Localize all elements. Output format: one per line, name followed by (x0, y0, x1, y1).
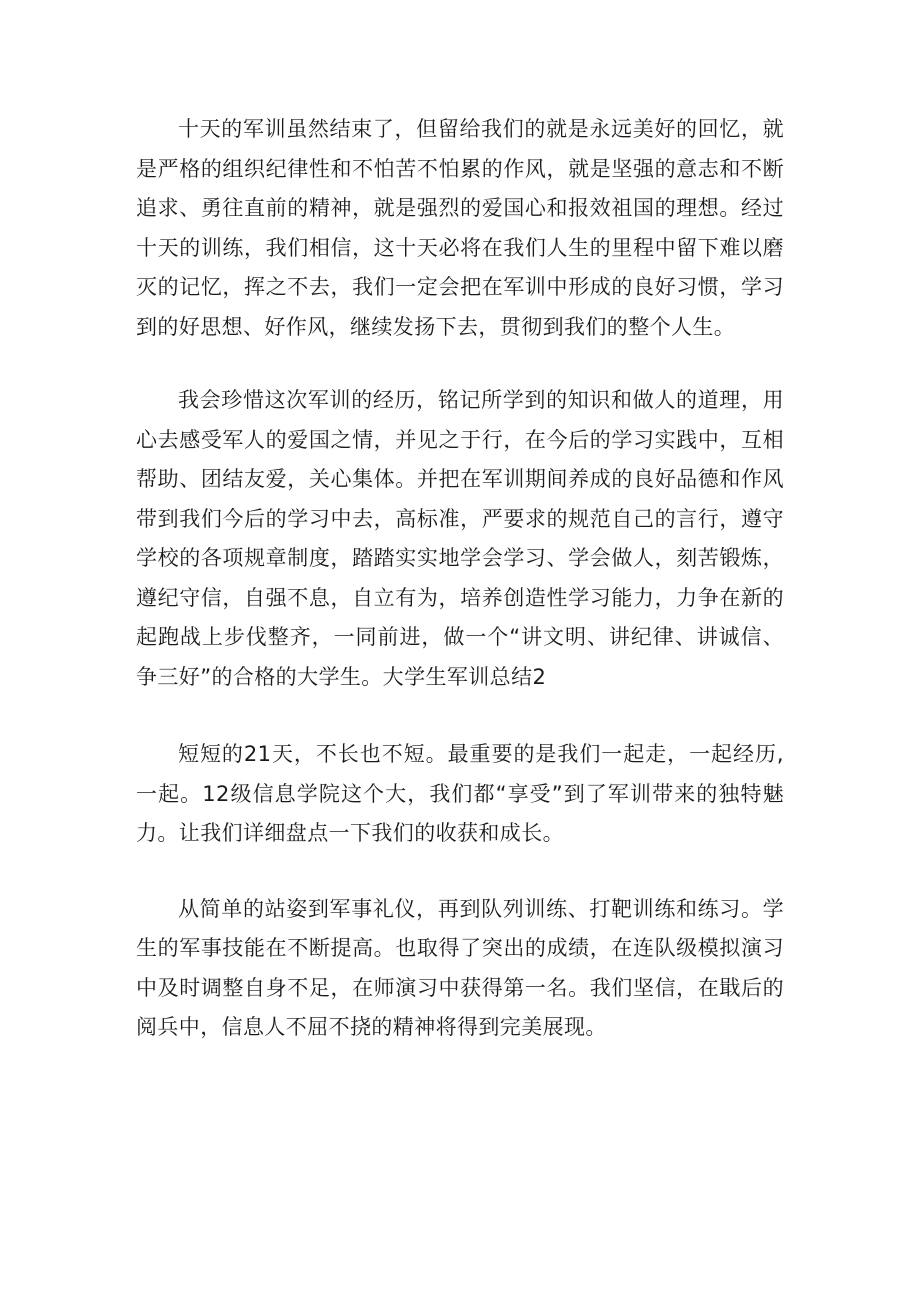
paragraph-military-training-memories: 十天的军训虽然结束了，但留给我们的就是永远美好的回忆，就是严格的组织纪律性和不怕苦不怕累的作风，就是坚强的意志和不断追求、勇往直前的精神，就是强烈的爱国心和报效祖国的理想。经过十天的训练，我们相信，这十天必将在我们人生的里程中留下难以磨灭的记忆，挥之不去，我们一定会把在军训中形成的良好习惯，学习到的好思想、好作风，继续发扬下去，贯彻到我们的整个人生。 (136, 117, 784, 339)
document-body (136, 110, 784, 1084)
paragraph-21-days: 短短的21天，不长也不短。最重要的是我们一起走，一起经历,一起。12级信息学院这个大，我们都“享受”到了军训带来的独特魅力。让我们详细盘点一下我们的收获和成长。 (136, 742, 784, 845)
paragraph-cherish-experience: 我会珍惜这次军训的经历，铭记所学到的知识和做人的道理，用心去感受军人的爱国之情，并见之于行，在今后的学习实践中，互相帮助、团结友爱，关心集体。并把在军训期间养成的良好品德和作风带到我们今后的学习中去，高标准，严要求的规范自己的言行，遵守学校的各项规章制度，踏踏实实地学会学习、学会做人，刻苦锻炼，遵纪守信，自强不息，自立有为，培养创造性学习能力，力争在新的起跑战上步伐整齐，一同前进，做一个“讲文明、讲纪律、讲诚信、争三好”的合格的大学生。大学生军训总结2 (136, 388, 784, 689)
paragraph-military-skills: 从简单的站姿到军事礼仪，再到队列训练、打靶训练和练习。学生的军事技能在不断提高。也取得了突出的成绩，在连队级模拟演习中及时调整自身不足，在师演习中获得第一名。我们坚信，在戢后的阅兵中，信息人不屈不挠的精神将得到完美展现。 (136, 896, 784, 1039)
